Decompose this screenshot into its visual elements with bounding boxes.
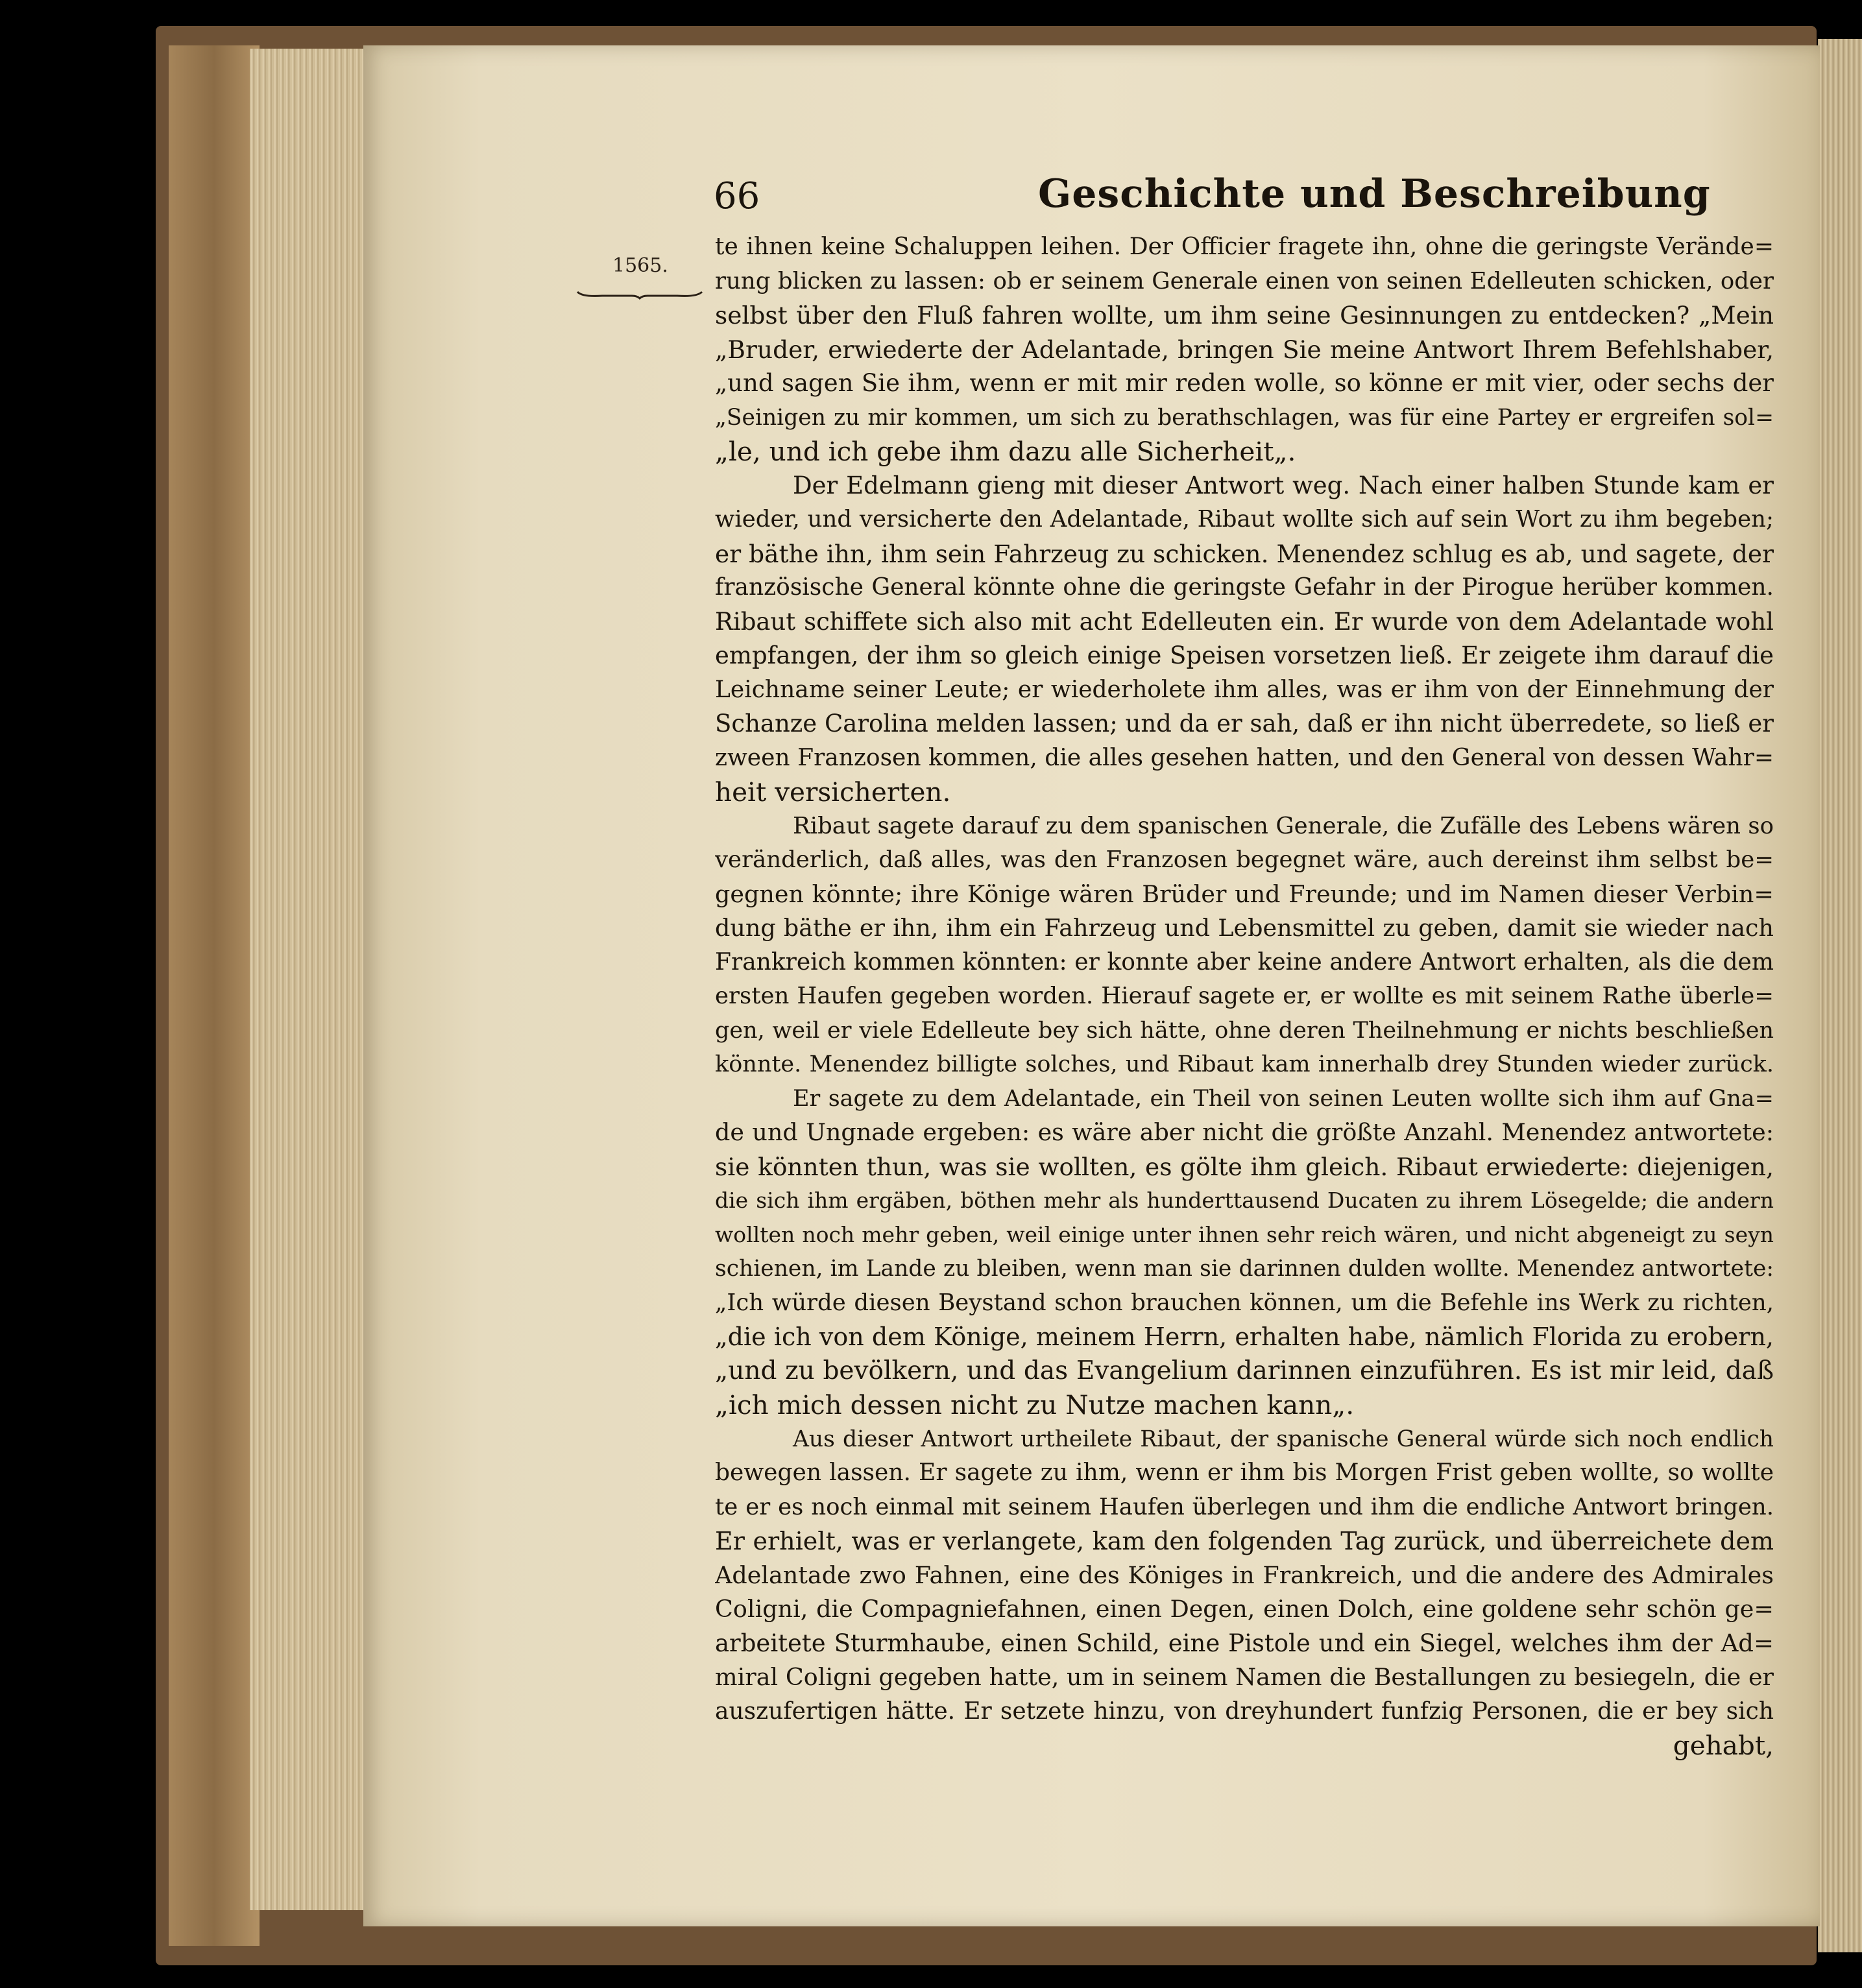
text-line: te ihnen keine Schaluppen leihen. Der Officier fragete ihn, ohne die geringste Verände= bbox=[715, 234, 1774, 260]
text-line: selbst über den Fluß fahren wollte, um ihm seine Gesinnungen zu entdecken? „Mein bbox=[715, 301, 1774, 329]
text-line: wieder, und versicherte den Adelantade, Ribaut wollte sich auf sein Wort zu ihm begeben; bbox=[715, 506, 1774, 533]
page-number: 66 bbox=[714, 175, 760, 217]
text-line: miral Coligni gegeben hatte, um in seinem Namen die Bestallungen zu besiegeln, die er bbox=[715, 1663, 1774, 1691]
text-line: schienen, im Lande zu bleiben, wenn man sie darinnen dulden wollte. Menendez antwortete: bbox=[715, 1256, 1774, 1282]
text-line: „Bruder, erwiederte der Adelantade, bringen Sie meine Antwort Ihrem Befehlshaber, bbox=[715, 335, 1774, 364]
text-line: arbeitete Sturmhaube, einen Schild, eine Pistole und ein Siegel, welches ihm der Ad= bbox=[715, 1629, 1774, 1657]
text-line: Frankreich kommen könnten: er konnte aber keine andere Antwort erhalten, als die dem bbox=[715, 948, 1774, 976]
text-line: zween Franzosen kommen, die alles gesehen hatten, und den General von dessen Wahr= bbox=[715, 744, 1774, 771]
margin-brace-ornament bbox=[576, 289, 703, 300]
text-line: de und Ungnade ergeben: es wäre aber nicht die größte Anzahl. Menendez antwortete: bbox=[715, 1118, 1774, 1146]
book-spine-edge bbox=[169, 45, 260, 1946]
text-line: gen, weil er viele Edelleute bey sich hätte, ohne deren Theilnehmung er nichts beschließen bbox=[715, 1017, 1774, 1044]
page-stack-left bbox=[250, 49, 373, 1910]
text-line: er bäthe ihn, ihm sein Fahrzeug zu schicken. Menendez schlug es ab, und sagete, der bbox=[715, 539, 1774, 568]
text-line: Adelantade zwo Fahnen, eine des Königes in Frankreich, und die andere des Admirales bbox=[715, 1561, 1774, 1589]
text-line: „Seinigen zu mir kommen, um sich zu berathschlagen, was für eine Partey er ergreifen sol= bbox=[715, 404, 1774, 431]
running-title: Geschichte und Beschreibung bbox=[1038, 171, 1711, 217]
text-line: könnte. Menendez billigte solches, und Ribaut kam innerhalb drey Stunden wieder zurück. bbox=[715, 1051, 1774, 1077]
text-line: Aus dieser Antwort urtheilete Ribaut, der spanische General würde sich noch endlich bbox=[793, 1426, 1774, 1452]
text-line: Er erhielt, was er verlangete, kam den folgenden Tag zurück, und überreichete dem bbox=[715, 1527, 1774, 1555]
text-line: französische General könnte ohne die geringste Gefahr in der Pirogue herüber kommen. bbox=[715, 574, 1774, 601]
text-line: bewegen lassen. Er sagete zu ihm, wenn er ihm bis Morgen Frist geben wollte, so wollte bbox=[715, 1459, 1774, 1486]
text-line: „und zu bevölkern, und das Evangelium darinnen einzuführen. Es ist mir leid, daß bbox=[715, 1356, 1774, 1385]
catchword: gehabt, bbox=[1673, 1730, 1774, 1761]
text-line: Der Edelmann gieng mit dieser Antwort weg. Nach einer halben Stunde kam er bbox=[793, 471, 1774, 499]
main-text bbox=[715, 230, 1774, 1763]
margin-year-note: 1565. bbox=[612, 254, 668, 277]
text-line: Ribaut schiffete sich also mit acht Edelleuten ein. Er wurde von dem Adelantade wohl bbox=[715, 607, 1774, 636]
page-stack-right bbox=[1818, 39, 1862, 1952]
text-line: veränderlich, daß alles, was den Franzosen begegnet wäre, auch dereinst ihm selbst be= bbox=[715, 846, 1774, 873]
text-line: dung bäthe er ihn, ihm ein Fahrzeug und Lebensmittel zu geben, damit sie wieder nach bbox=[715, 914, 1774, 942]
text-line: Leichname seiner Leute; er wiederholete ihm alles, was er ihm von der Einnehmung der bbox=[715, 676, 1774, 703]
text-line: Schanze Carolina melden lassen; und da er sah, daß er ihn nicht überredete, so ließ er bbox=[715, 710, 1774, 737]
text-line: heit versicherten. bbox=[715, 776, 951, 808]
text-line: te er es noch einmal mit seinem Haufen überlegen und ihm die endliche Antwort bringen. bbox=[715, 1493, 1774, 1520]
text-line: „Ich würde diesen Beystand schon brauchen können, um die Befehle ins Werk zu richten, bbox=[715, 1289, 1774, 1316]
text-line: die sich ihm ergäben, böthen mehr als hunderttausend Ducaten zu ihrem Lösegelde; die andern bbox=[715, 1188, 1774, 1213]
text-line: „die ich von dem Könige, meinem Herrn, erhalten habe, nämlich Florida zu erobern, bbox=[715, 1323, 1774, 1351]
text-line: Ribaut sagete darauf zu dem spanischen Generale, die Zufälle des Lebens wären so bbox=[793, 812, 1774, 839]
text-line: „le, und ich gebe ihm dazu alle Sicherheit„. bbox=[715, 436, 1296, 467]
text-line: sie könnten thun, was sie wollten, es gölte ihm gleich. Ribaut erwiederte: diejenigen, bbox=[715, 1152, 1774, 1181]
text-line: Er sagete zu dem Adelantade, ein Theil von seinen Leuten wollte sich ihm auf Gna= bbox=[793, 1085, 1774, 1112]
text-line: gegnen könnte; ihre Könige wären Brüder und Freunde; und im Namen dieser Verbin= bbox=[715, 880, 1774, 908]
text-line: rung blicken zu lassen: ob er seinem Generale einen von seinen Edelleuten schicken, oder bbox=[715, 267, 1774, 294]
page-header bbox=[0, 171, 1862, 227]
text-line: „und sagen Sie ihm, wenn er mit mir reden wolle, so könne er mit vier, oder sechs der bbox=[715, 369, 1774, 397]
text-line: Coligni, die Compagniefahnen, einen Degen, einen Dolch, eine goldene sehr schön ge= bbox=[715, 1595, 1774, 1623]
text-line: auszufertigen hätte. Er setzete hinzu, von dreyhundert funfzig Personen, die er bey sich bbox=[715, 1697, 1774, 1725]
text-line: empfangen, der ihm so gleich einige Speisen vorsetzen ließ. Er zeigete ihm darauf die bbox=[715, 641, 1774, 669]
text-line: ersten Haufen gegeben worden. Hierauf sagete er, er wollte es mit seinem Rathe überle= bbox=[715, 983, 1774, 1009]
text-line: „ich mich dessen nicht zu Nutze machen kann„. bbox=[715, 1389, 1355, 1420]
text-line: wollten noch mehr geben, weil einige unter ihnen sehr reich wären, und nicht abgeneigt zu seyn bbox=[715, 1221, 1774, 1247]
